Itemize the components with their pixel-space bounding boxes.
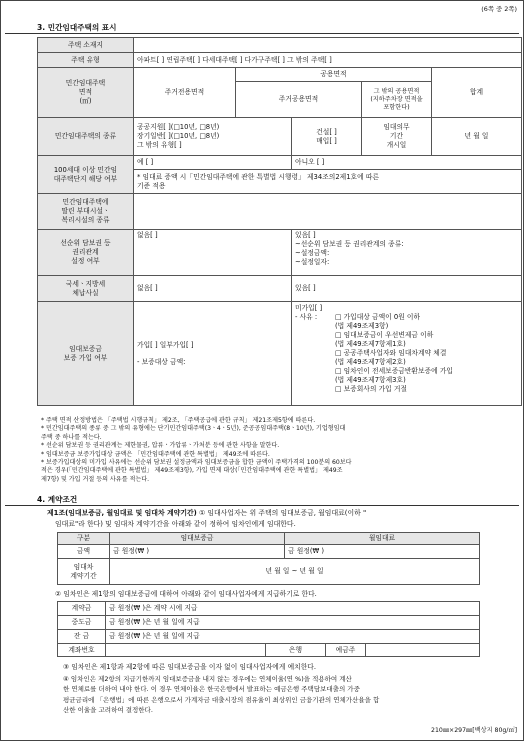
- exclusive-area-label: 주거전용면적: [134, 68, 236, 118]
- clause-1-title: 제1조(임대보증금, 월임대료 및 임대차 계약기간): [47, 509, 197, 517]
- clause-4-line: 산한 이율을 고려하여 결정한다.: [63, 705, 153, 714]
- section-3-notes: [41, 417, 519, 484]
- note-line: 적은 경우(「민간임대주택에 관한 특별법」 제49조제3항), 가입 면제 대상(「민간임대주택에 관한 특별법」 제49조: [41, 467, 343, 475]
- note-line: * 주택 면적 산정방법은 「주택법 시행규칙」 제2조, 「주택공급에 관한 규칙」 제21조제5항에 따른다.: [41, 417, 316, 424]
- tax-label: 국세ㆍ지방세 체납사실: [38, 276, 134, 302]
- clause-1-line: [47, 509, 366, 517]
- address-field[interactable]: [134, 38, 522, 53]
- reason-item[interactable]: □ 공공주택사업자와 임대차계약 체결: [335, 349, 447, 357]
- reason-item[interactable]: □ 임차인이 전세보증금반환보증에 가입: [335, 367, 453, 375]
- terms-header-category: 구분: [58, 533, 110, 545]
- holder-label: 예금주: [326, 644, 366, 657]
- facilities-field[interactable]: [134, 194, 522, 230]
- holder-field[interactable]: [366, 644, 480, 657]
- lien-none[interactable]: 없음[ ]: [134, 230, 292, 276]
- type-label: 주택 유형: [38, 53, 134, 68]
- facilities-label: 민간임대주택에 딸린 부대시설ㆍ 복리시설의 종류: [38, 194, 134, 230]
- clause-4-line: 한 연체료를 더하여 내야 한다. 이 경우 연체이율은 한국은행에서 발표하는 예금은행 주택담보대출의 가중: [63, 685, 360, 694]
- terms-header-rent: 월임대료: [285, 533, 480, 545]
- hundred-units-label: 100세대 이상 민간임 대주택단지 해당 여부: [38, 156, 134, 194]
- guarantee-not-joined-cell: [292, 302, 522, 406]
- payment-amount[interactable]: 금 원정(₩ )은 년 월 일에 지급: [106, 616, 480, 630]
- amount-label: 금액: [58, 545, 110, 559]
- note-line: * 민간임대주택의 종류 중 그 밖의 유형에는 단기민간임대주택(3ㆍ4ㆍ5년), 준공공임대주택(8ㆍ10년), 기업형임대: [41, 425, 346, 433]
- terms-header-deposit: 임대보증금: [110, 533, 285, 545]
- clause-1-text-2: 임대료"라 한다) 및 임대차 계약기간을 아래와 같이 정하여 임차인에게 임대한다.: [55, 520, 296, 528]
- note-line: * 선순위 담보권 등 권리관계는 제한물권, 압류ㆍ가압류ㆍ가처분 등에 관한 사항을 말한다.: [41, 442, 280, 450]
- payment-table: [57, 601, 480, 657]
- common-area-label: 공용면적: [236, 68, 432, 82]
- type-options[interactable]: 아파트[ ] 연립주택[ ] 다세대주택[ ] 다가구주택[ ] 그 밖의 주택[ ]: [134, 53, 522, 68]
- period-label: 임대차 계약기간: [58, 559, 110, 585]
- note-line: * 보증가입대상의 미가입 사유에는 선순위 담보권 설정금액과 임대보증금을 합한 금액이 주택가격의 100분의 60보다: [41, 459, 352, 467]
- section-3-rule: [5, 33, 519, 34]
- obligation-start-date[interactable]: 년 월 일: [432, 118, 522, 156]
- reason-label: - 사유 :: [295, 313, 318, 321]
- bank-label: 은행: [266, 644, 326, 657]
- hundred-no[interactable]: 아니오 [ ]: [292, 156, 522, 170]
- reason-list: [335, 313, 453, 394]
- reason-law: (법 제49조제7항제2호): [335, 358, 406, 366]
- account-number-field[interactable]: [106, 644, 266, 657]
- reason-law: (법 제49조제7항제3호): [335, 376, 406, 384]
- total-area-label: 합계: [432, 68, 522, 118]
- account-label: 계좌번호: [58, 644, 106, 657]
- obligation-start-label: 임대의무 기간 개시일: [362, 118, 432, 156]
- note-line: * 임대보증금 보증가입대상 금액은 「민간임대주택에 관한 특별법」 제49조에 따른다.: [41, 450, 270, 458]
- guarantee-label: 임대보증금 보증 가입 여부: [38, 302, 134, 406]
- page-marker: (6쪽 중 2쪽): [481, 5, 517, 13]
- lien-exists[interactable]: 있음[ ] ~선순위 담보권 등 권리관계의 종류: ~설정금액: ~설정일자:: [292, 230, 522, 276]
- lien-label: 선순위 담보권 등 권리관계 설정 여부: [38, 230, 134, 276]
- payment-label: 계약금: [58, 602, 106, 616]
- reason-law: (법 제49조제7항제1호): [335, 340, 406, 348]
- clause-2: ② 임차인은 제1항의 임대보증금에 대하여 아래와 같이 임대사업자에게 지급하기로 한다.: [55, 590, 317, 598]
- rent-amount[interactable]: 금 원정(₩ ): [285, 545, 480, 559]
- not-joined-option[interactable]: 미가입[ ]: [295, 304, 323, 312]
- hundred-yes[interactable]: 예 [ ]: [134, 156, 292, 170]
- paper-spec-footer: 210㎜×297㎜[백상지 80g/㎡]: [431, 727, 517, 734]
- hundred-note: * 임대료 증액 시「민간임대주택에 관한 특별법 시행령」 제34조의2제1호에 따른 기준 적용: [134, 170, 522, 194]
- period-value[interactable]: 년 월 일 ~ 년 월 일: [110, 559, 480, 585]
- address-label: 주택 소재지: [38, 38, 134, 53]
- payment-label: 중도금: [58, 616, 106, 630]
- reason-item[interactable]: □ 가입대상 금액이 0원 이하: [335, 313, 421, 321]
- rental-housing-table: [37, 37, 522, 406]
- reason-item[interactable]: □ 임대보증금이 우선변제금 이하: [335, 331, 434, 339]
- note-line: 제7항) 및 가입 거절 등의 사유를 적는다.: [41, 475, 150, 483]
- clause-3: ③ 임차인은 제1항과 제2항에 따른 임대보증금을 이자 없이 임대사업자에게 예치한다.: [63, 663, 317, 671]
- note-line: 주택 중 하나를 적는다.: [41, 433, 102, 441]
- rent-terms-table: [57, 532, 480, 585]
- build-buy-options[interactable]: 건설[ ] 매입[ ]: [292, 118, 362, 156]
- payment-label: 잔 금: [58, 630, 106, 644]
- other-common-label: 그 밖의 공용면적 (지하주차장 면적을 포함한다): [362, 82, 432, 118]
- clause-4: [63, 674, 519, 715]
- payment-amount[interactable]: 금 원정(₩ )은 년 월 일에 지급: [106, 630, 480, 644]
- reason-law: (법 제49조제3항): [335, 322, 389, 330]
- guarantee-join[interactable]: 가입[ ] 일부가입[ ]: [137, 340, 194, 349]
- section-4-rule: [5, 505, 519, 506]
- section-4-title: 4. 계약조건: [37, 495, 78, 504]
- section-3-title: 3. 민간임대주택의 표시: [37, 23, 117, 32]
- kind-options[interactable]: 공공지원[ ](□10년, □8년) 장기일반[ ](□10년, □8년) 그 밖의 유형[ ]: [134, 118, 292, 156]
- common-residential-label: 주거공용면적: [236, 82, 362, 118]
- clause-1-text: ① 임대사업자는 위 주택의 임대보증금, 월임대료(이하 ": [196, 509, 367, 517]
- payment-amount[interactable]: 금 원정(₩ )은 계약 시에 지급: [106, 602, 480, 616]
- reason-item[interactable]: □ 보증회사의 가입 거절: [335, 385, 407, 393]
- clause-4-line: ④ 임차인은 제2항의 지급기한까지 임대보증금을 내지 않는 경우에는 연체이율(연 %)을 적용하여 계산: [63, 675, 352, 683]
- guarantee-target[interactable]: - 보증대상 금액:: [137, 357, 186, 366]
- area-label: 민간임대주택 면적 (㎡): [38, 68, 134, 118]
- clause-4-line: 평균금리에 「은행법」에 따른 은행으로서 가계자금 대출시장의 점유율이 최상위인 금융기관의 연체가산율을 합: [63, 695, 380, 704]
- deposit-amount[interactable]: 금 원정(₩ ): [110, 545, 285, 559]
- tax-exists[interactable]: 있음[ ]: [292, 276, 522, 302]
- guarantee-join-cell[interactable]: [134, 302, 292, 406]
- kind-label: 민간임대주택의 종류: [38, 118, 134, 156]
- tax-none[interactable]: 없음[ ]: [134, 276, 292, 302]
